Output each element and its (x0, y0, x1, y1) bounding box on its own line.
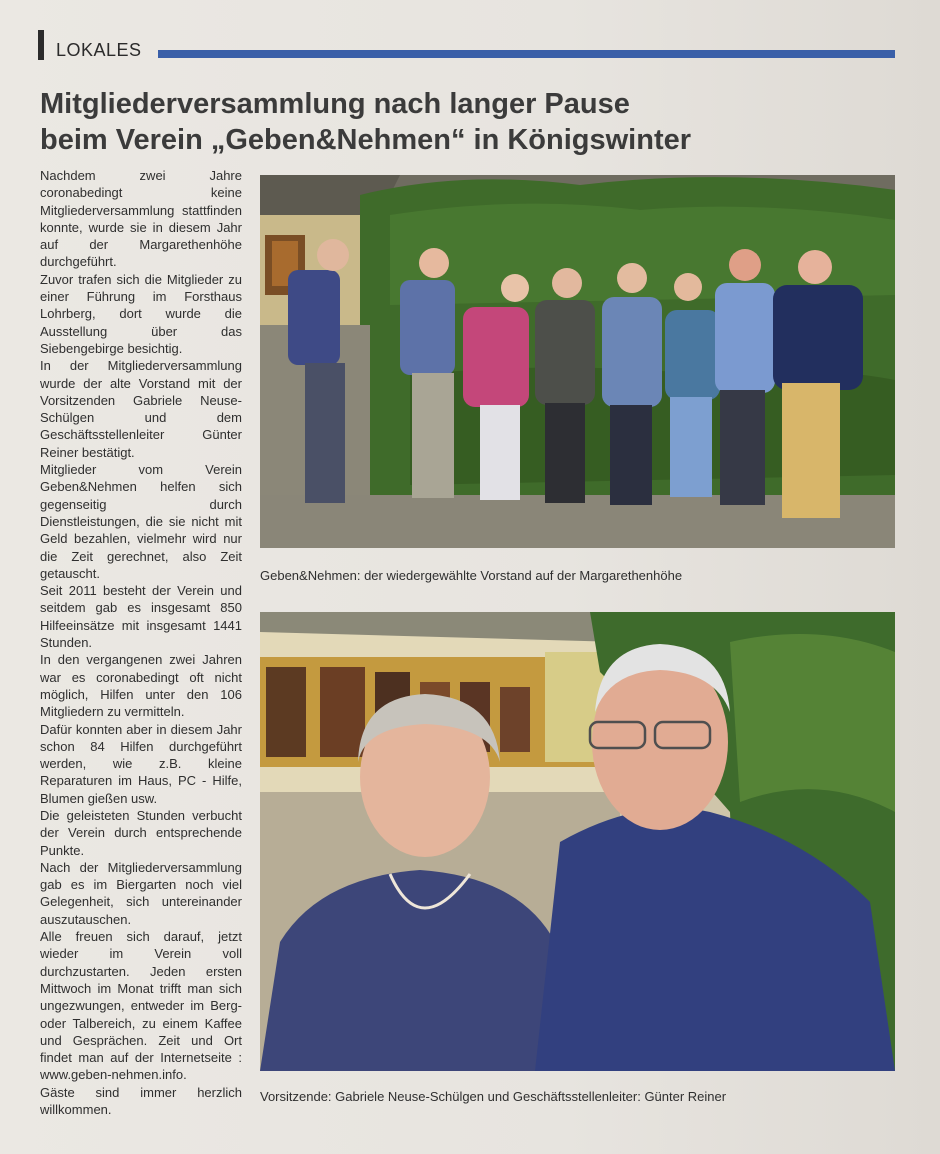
paragraph: Dafür konnten aber in diesem Jahr schon 84 Hilfen durchgeführt werden, wie z.B. kleine Reparaturen im Haus, PC - Hilfe, Blumen gießen usw. (40, 721, 242, 806)
headline-line-2: beim Verein „Geben&Nehmen“ in Königswinter (40, 124, 692, 156)
paragraph: In der Mitgliederversammlung wurde der alte Vorstand mit der Vorsitzenden Gabriele Neuse-Schülgen und dem Geschäftsstellenleiter Günter Reiner bestätigt. (40, 358, 242, 460)
portrait-photo (260, 612, 895, 1071)
section-rule (158, 50, 895, 58)
headline (40, 86, 900, 158)
paragraph: Seit 2011 besteht der Verein und seitdem gab es insgesamt 850 Hilfeeinsätze mit insgesamt 1441 Stunden. (40, 583, 242, 651)
photo-caption: Geben&Nehmen: der wiedergewählte Vorstand auf der Margarethenhöhe (260, 568, 683, 583)
paragraph: Alle freuen sich darauf, jetzt wieder im Verein voll durchzustarten. Jeden ersten Mittwoch im Monat trifft man sich ungezwungen, entweder im Berg- oder Talbereich, zu einem Kaffee und Gesprächen. Zeit und Ort findet man auf der Internetseite : www.geben-nehmen.info. (40, 929, 242, 1083)
paragraph: Mitglieder vom Verein Geben&Nehmen helfen sich gegenseitig durch Dienstleistungen, die sie nicht mit Geld bezahlen, vielmehr wird nur die Zeit gerechnet, also Zeit getauscht. (40, 462, 242, 581)
section-label: LOKALES (56, 40, 142, 60)
paragraph: Zuvor trafen sich die Mitglieder zu einer Führung im Forsthaus Lohrberg, dort wurde die Ausstellung über das Siebengebirge besichtig. (40, 271, 242, 356)
paragraph: In den vergangenen zwei Jahren war es coronabedingt oft nicht möglich, Hilfen unter den 106 Mitgliedern zu vermitteln. (40, 652, 242, 720)
paragraph: Gäste sind immer herzlich willkommen. (40, 1084, 242, 1118)
article-body (40, 167, 242, 1118)
photo-caption: Vorsitzende: Gabriele Neuse-Schülgen und Geschäftsstellenleiter: Günter Reiner (260, 1089, 727, 1104)
headline-line-1: Mitgliederversammlung nach langer Pause (40, 88, 630, 120)
paragraph: Die geleisteten Stunden verbucht der Verein durch entsprechende Punkte. (40, 807, 242, 858)
section-marker (38, 30, 44, 60)
group-photo (260, 175, 895, 548)
paragraph: Nachdem zwei Jahre coronabedingt keine Mitgliederversammlung stattfinden konnte, wurde sie in diesem Jahr auf der Margarethenhöhe durchgeführt. (40, 168, 242, 270)
paragraph: Nach der Mitgliederversammlung gab es im Biergarten noch viel Gelegenheit, sich untereinander auszutauschen. (40, 859, 242, 927)
